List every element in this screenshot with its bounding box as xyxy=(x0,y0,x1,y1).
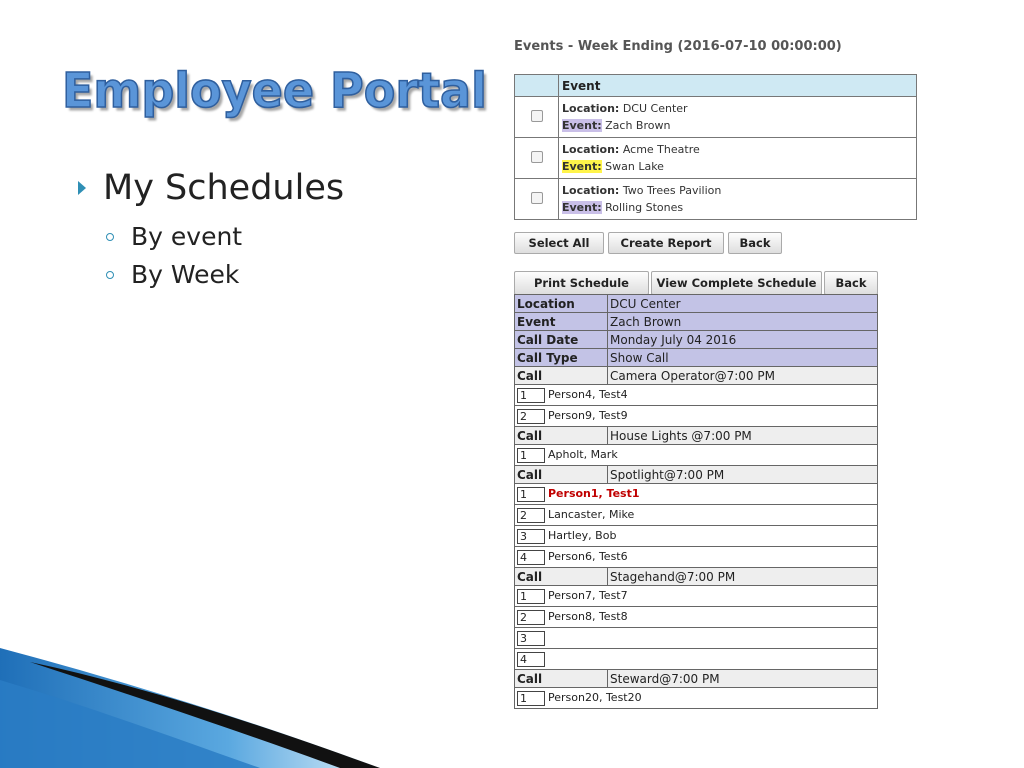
call-label: Call xyxy=(515,427,608,445)
person-number-input[interactable]: 1 xyxy=(517,487,545,502)
event-column-header: Event xyxy=(559,75,917,97)
person-number-input[interactable]: 1 xyxy=(517,589,545,604)
event-label: Event: xyxy=(562,201,602,214)
person-number-input[interactable]: 3 xyxy=(517,631,545,646)
person-row xyxy=(515,628,878,649)
person-row xyxy=(515,688,878,709)
call-row xyxy=(515,367,878,385)
triangle-bullet-icon xyxy=(78,181,86,195)
call-row xyxy=(515,427,878,445)
person-name: Lancaster, Mike xyxy=(548,508,635,521)
call-row xyxy=(515,670,878,688)
person-row xyxy=(515,607,878,628)
person-name xyxy=(547,652,548,665)
checkbox-cell xyxy=(515,138,559,179)
sub-bullet-text: By Week xyxy=(131,260,240,289)
person-name-highlighted: Person1, Test1 xyxy=(548,487,640,500)
header-label: Call Date xyxy=(515,331,608,349)
event-row xyxy=(515,179,917,220)
checkbox-column-header xyxy=(515,75,559,97)
person-number-input[interactable]: 4 xyxy=(517,550,545,565)
call-label: Call xyxy=(515,568,608,586)
person-name: Person9, Test9 xyxy=(548,409,628,422)
location-label: Location: xyxy=(562,102,620,115)
schedule-header-row xyxy=(515,295,878,313)
call-name: House Lights @7:00 PM xyxy=(608,427,878,445)
sub-bullet-by-event xyxy=(106,222,242,251)
back-button[interactable]: Back xyxy=(728,232,782,254)
person-row xyxy=(515,505,878,526)
person-cell xyxy=(515,607,878,628)
schedule-header-row xyxy=(515,349,878,367)
call-name: Spotlight@7:00 PM xyxy=(608,466,878,484)
schedule-back-button[interactable]: Back xyxy=(824,271,878,295)
person-number-input[interactable]: 1 xyxy=(517,388,545,403)
person-name: Person20, Test20 xyxy=(548,691,642,704)
header-value: Show Call xyxy=(608,349,878,367)
schedule-header-row xyxy=(515,331,878,349)
event-info-cell xyxy=(559,97,917,138)
person-name: Person4, Test4 xyxy=(548,388,628,401)
sub-bullet-text: By event xyxy=(131,222,243,251)
person-name: Person8, Test8 xyxy=(548,610,628,623)
call-name: Steward@7:00 PM xyxy=(608,670,878,688)
person-name: Person6, Test6 xyxy=(548,550,628,563)
person-cell xyxy=(515,649,878,670)
person-cell xyxy=(515,484,878,505)
person-cell xyxy=(515,526,878,547)
person-number-input[interactable]: 2 xyxy=(517,508,545,523)
person-cell xyxy=(515,586,878,607)
call-name: Camera Operator@7:00 PM xyxy=(608,367,878,385)
person-number-input[interactable]: 1 xyxy=(517,448,545,463)
person-number-input[interactable]: 2 xyxy=(517,409,545,424)
bullet-my-schedules xyxy=(78,168,344,208)
call-row xyxy=(515,568,878,586)
event-select-checkbox[interactable] xyxy=(531,110,543,122)
person-name: Person7, Test7 xyxy=(548,589,628,602)
event-row xyxy=(515,138,917,179)
event-select-checkbox[interactable] xyxy=(531,192,543,204)
person-cell xyxy=(515,628,878,649)
person-row xyxy=(515,586,878,607)
header-label: Call Type xyxy=(515,349,608,367)
person-cell xyxy=(515,505,878,526)
schedule-header-row xyxy=(515,313,878,331)
call-label: Call xyxy=(515,670,608,688)
person-name xyxy=(547,631,548,644)
event-value: Swan Lake xyxy=(605,160,664,173)
person-cell xyxy=(515,406,878,427)
location-value: Acme Theatre xyxy=(622,143,700,156)
header-label: Location xyxy=(515,295,608,313)
header-value: Zach Brown xyxy=(608,313,878,331)
person-name: Apholt, Mark xyxy=(548,448,618,461)
event-select-checkbox[interactable] xyxy=(531,151,543,163)
event-row xyxy=(515,97,917,138)
circle-bullet-icon xyxy=(106,271,114,279)
person-number-input[interactable]: 4 xyxy=(517,652,545,667)
print-schedule-button[interactable]: Print Schedule xyxy=(514,271,649,295)
person-row xyxy=(515,406,878,427)
location-label: Location: xyxy=(562,184,620,197)
schedule-table xyxy=(514,294,878,709)
header-value: DCU Center xyxy=(608,295,878,313)
view-complete-schedule-button[interactable]: View Complete Schedule xyxy=(651,271,822,295)
event-info-cell xyxy=(559,179,917,220)
circle-bullet-icon xyxy=(106,233,114,241)
events-week-heading: Events - Week Ending (2016-07-10 00:00:00) xyxy=(514,39,842,54)
person-row xyxy=(515,649,878,670)
location-value: DCU Center xyxy=(622,102,688,115)
person-number-input[interactable]: 2 xyxy=(517,610,545,625)
create-report-button[interactable]: Create Report xyxy=(608,232,724,254)
person-cell xyxy=(515,688,878,709)
events-table xyxy=(514,74,917,220)
employee-portal-title: Employee Portal xyxy=(62,62,487,119)
checkbox-cell xyxy=(515,179,559,220)
person-number-input[interactable]: 1 xyxy=(517,691,545,706)
event-value: Zach Brown xyxy=(605,119,671,132)
person-row xyxy=(515,547,878,568)
person-name: Hartley, Bob xyxy=(548,529,617,542)
checkbox-cell xyxy=(515,97,559,138)
event-value: Rolling Stones xyxy=(605,201,684,214)
call-name: Stagehand@7:00 PM xyxy=(608,568,878,586)
location-label: Location: xyxy=(562,143,620,156)
events-table-header xyxy=(515,75,917,97)
sub-bullet-by-week xyxy=(106,260,239,289)
select-all-button[interactable]: Select All xyxy=(514,232,604,254)
person-number-input[interactable]: 3 xyxy=(517,529,545,544)
person-row xyxy=(515,526,878,547)
decorative-swoosh xyxy=(0,640,420,768)
person-cell xyxy=(515,445,878,466)
event-info-cell xyxy=(559,138,917,179)
person-cell xyxy=(515,547,878,568)
call-row xyxy=(515,466,878,484)
event-label: Event: xyxy=(562,119,602,132)
person-row xyxy=(515,484,878,505)
person-row xyxy=(515,385,878,406)
bullet-text: My Schedules xyxy=(103,168,345,208)
person-row xyxy=(515,445,878,466)
location-value: Two Trees Pavilion xyxy=(622,184,722,197)
header-label: Event xyxy=(515,313,608,331)
person-cell xyxy=(515,385,878,406)
call-label: Call xyxy=(515,466,608,484)
call-label: Call xyxy=(515,367,608,385)
header-value: Monday July 04 2016 xyxy=(608,331,878,349)
event-label: Event: xyxy=(562,160,602,173)
